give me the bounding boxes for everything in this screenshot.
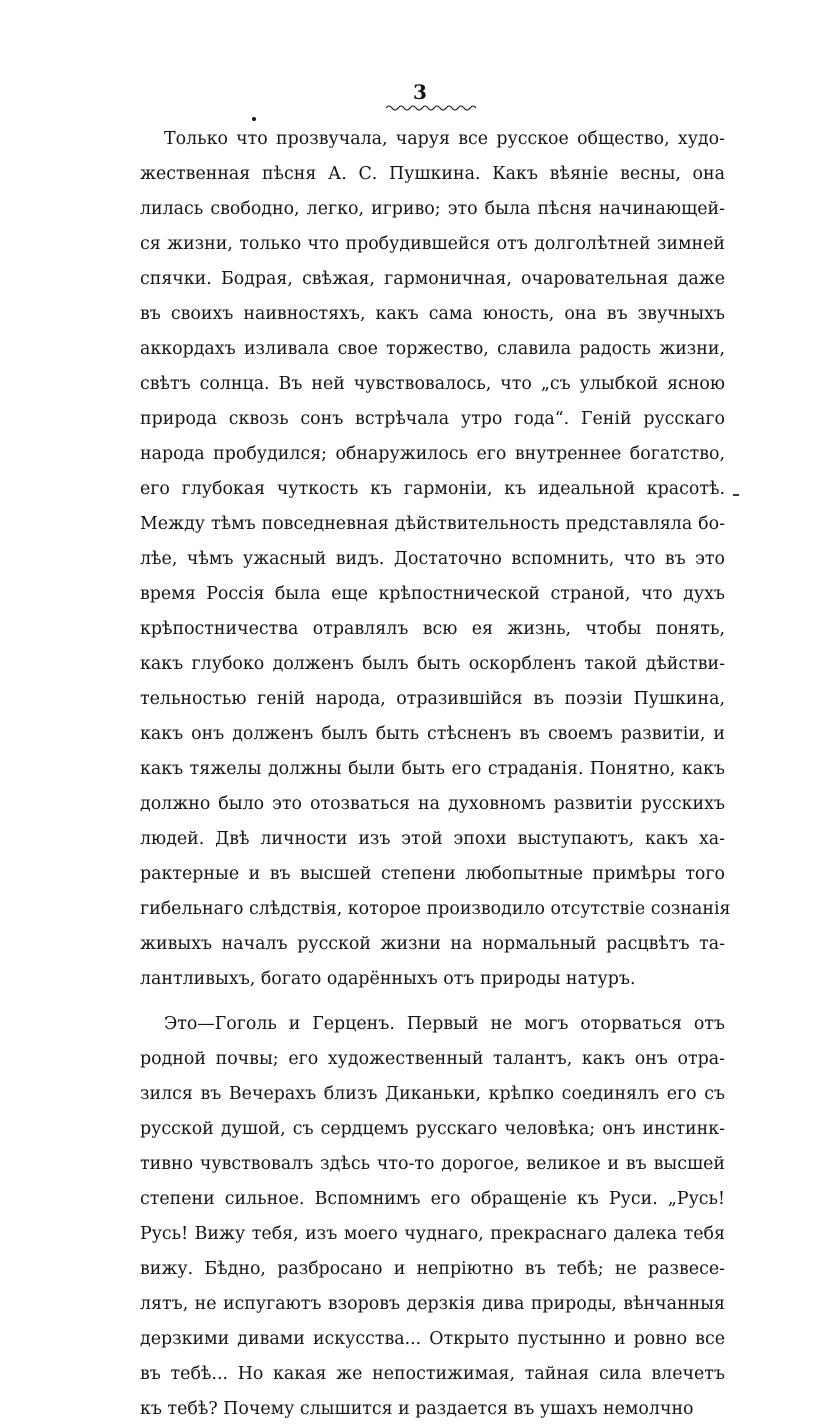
paragraph-1 <box>140 122 731 997</box>
text-line: свѣтъ солнца. Въ ней чувствовалось, что „съ улыбкой ясною <box>140 374 725 394</box>
text-line: тивно чувствовалъ здѣсь что-то дорогое, великое и въ высшей <box>140 1154 725 1174</box>
text-line: русской душой, съ сердцемъ русскаго человѣка; онъ инстинк- <box>140 1119 725 1139</box>
text-line: его глубокая чуткость къ гармоніи, къ идеальной красотѣ. <box>140 479 725 499</box>
text-line: должно было это отозваться на духовномъ развитіи русскихъ <box>140 794 725 814</box>
text-line: зился въ Вечерахъ близъ Диканьки, крѣпко соединялъ его съ <box>140 1084 725 1104</box>
text-line: какъ онъ долженъ былъ быть стѣсненъ въ своемъ развитіи, и <box>140 724 725 744</box>
text-line: ся жизни, только что пробудившейся отъ долголѣтней зимней <box>140 234 725 254</box>
text-line: спячки. Бодрая, свѣжая, гармоничная, очаровательная даже <box>140 269 725 289</box>
page-number: 3 <box>413 80 427 104</box>
text-line: родной почвы; его художественный талантъ, какъ онъ отра- <box>140 1049 725 1069</box>
text-line: Между тѣмъ повседневная дѣйствительность представляла бо- <box>140 514 725 534</box>
text-line: какъ глубоко долженъ былъ быть оскорбленъ такой дѣйстви- <box>140 654 725 674</box>
text-line: природа сквозь сонъ встрѣчала утро года“. Геній русскаго <box>140 409 725 429</box>
text-line: какъ тяжелы должны были быть его страданія. Понятно, какъ <box>140 759 725 779</box>
body-text <box>140 122 731 1427</box>
text-line: время Россія была еще крѣпостнической страной, что духъ <box>140 584 725 604</box>
text-line: рактерные и въ высшей степени любопытные примѣры того <box>140 864 725 884</box>
text-line: крѣпостничества отравлялъ всю ея жизнь, чтобы понять, <box>140 619 725 639</box>
text-line: степени сильное. Вспомнимъ его обращеніе къ Руси. „Русь! <box>140 1189 725 1209</box>
text-line: Русь! Вижу тебя, изъ моего чуднаго, прекраснаго далека тебя <box>140 1224 725 1244</box>
text-line: жественная пѣсня А. С. Пушкина. Какъ вѣяніе весны, она <box>140 164 725 184</box>
text-line: къ тебѣ? Почему слышится и раздается въ ушахъ немолчно <box>140 1399 694 1419</box>
paragraph-2 <box>140 1007 725 1427</box>
text-line: въ своихъ наивностяхъ, какъ сама юность, она въ звучныхъ <box>140 304 725 324</box>
ink-speck <box>252 117 256 121</box>
text-line: вижу. Бѣдно, разбросано и непріютно въ тебѣ; не развесе- <box>140 1259 725 1279</box>
text-line: въ тебѣ... Но какая же непостижимая, тайная сила влечетъ <box>140 1364 725 1384</box>
margin-mark <box>733 494 739 496</box>
text-line: Только что прозвучала, чаруя все русское общество, худо- <box>164 129 725 149</box>
text-line: лилась свободно, легко, игриво; это была пѣсня начинающей- <box>140 199 725 219</box>
text-line: тельностью геній народа, отразившійся въ поэзіи Пушкина, <box>140 689 725 709</box>
text-line: народа пробудился; обнаружилось его внутреннее богатство, <box>140 444 725 464</box>
text-line: Это—Гоголь и Герценъ. Первый не могъ оторваться отъ <box>164 1014 725 1034</box>
text-line: лятъ, не испугаютъ взоровъ дерзкія дива природы, вѣнчанныя <box>140 1294 725 1314</box>
text-line: людей. Двѣ личности изъ этой эпохи выступаютъ, какъ ха- <box>140 829 725 849</box>
text-line: лантливыхъ, богато одарённыхъ отъ природы натуръ. <box>140 969 636 989</box>
text-line: гибельнаго слѣдствія, которое производило отсутствіе сознанія <box>140 899 731 919</box>
text-line: живыхъ началъ русской жизни на нормальный расцвѣтъ та- <box>140 934 725 954</box>
text-line: лѣе, чѣмъ ужасный видъ. Достаточно вспомнить, что въ это <box>140 549 725 569</box>
text-line: аккордахъ изливала свое торжество, славила радость жизни, <box>140 339 725 359</box>
text-line: дерзкими дивами искусства... Открыто пустынно и ровно все <box>140 1329 725 1349</box>
ornament-wavy-rule <box>386 103 478 111</box>
